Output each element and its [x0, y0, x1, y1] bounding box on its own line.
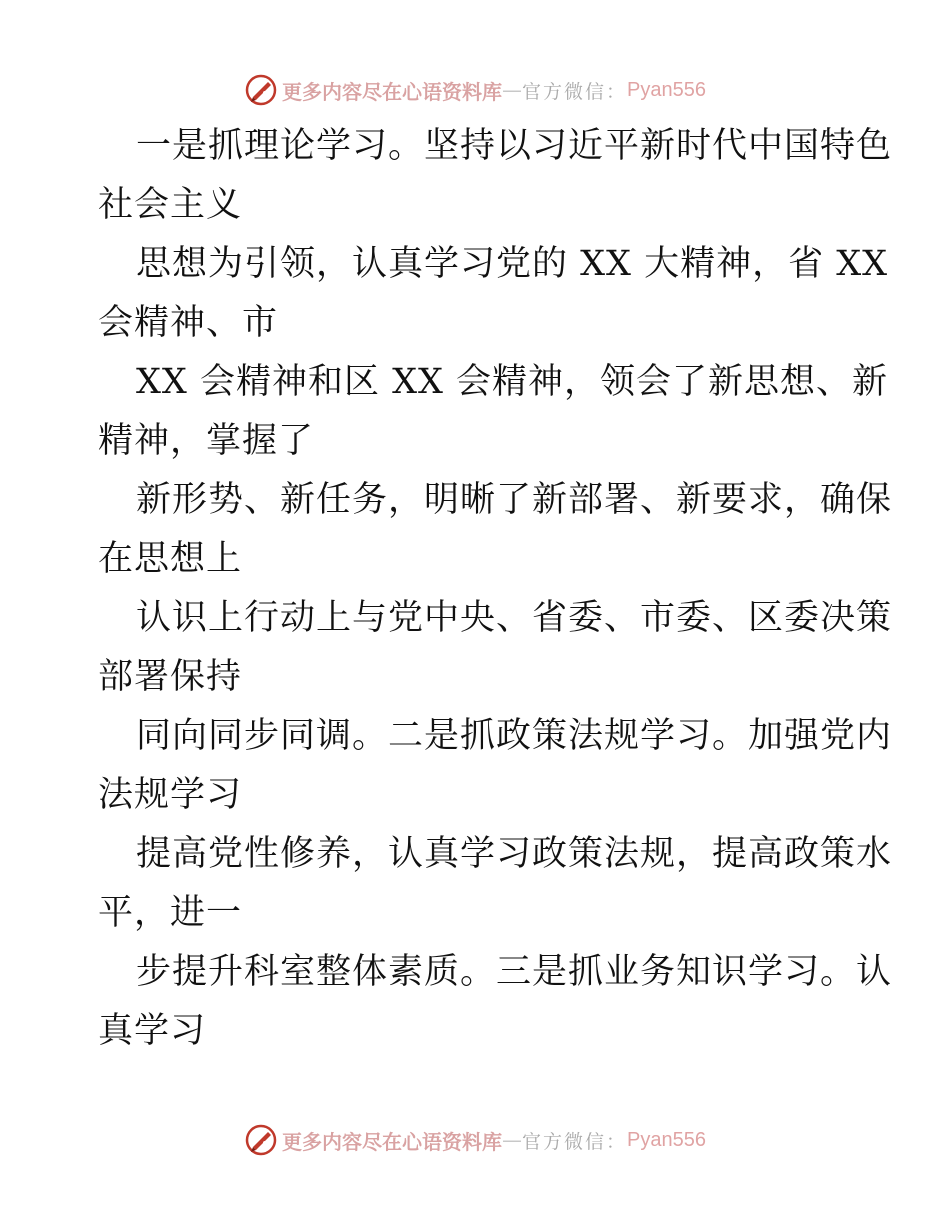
banner-main-text: 更多内容尽在心语资料库 — [282, 79, 502, 104]
text-line: 思想为引领，认真学习党的 XX 大精神，省 XX — [136, 244, 889, 284]
banner-main-text: 更多内容尽在心语资料库 — [282, 1129, 502, 1154]
text-line: 法规学习 — [98, 775, 243, 815]
text-line: 精神，掌握了 — [98, 421, 315, 461]
banner-separator: — — [502, 1128, 522, 1152]
text-line: 会精神、市 — [98, 303, 279, 343]
text-line: 新形势、新任务，明晰了新部署、新要求，确保 — [136, 480, 893, 520]
text-line: 认识上行动上与党中央、省委、市委、区委决策 — [136, 598, 893, 638]
text-line: 提高党性修养，认真学习政策法规，提高政策水 — [136, 834, 893, 874]
text-line: 同向同步同调。二是抓政策法规学习。加强党内 — [136, 716, 893, 756]
text-line: 部署保持 — [98, 657, 243, 697]
text-line: XX 会精神和区 XX 会精神，领会了新思想、新 — [136, 362, 889, 402]
text-line: 步提升科室整体素质。三是抓业务知识学习。认 — [136, 952, 893, 992]
text-line: 社会主义 — [98, 185, 243, 225]
header-banner — [0, 70, 950, 110]
footer-banner — [0, 1120, 950, 1160]
pen-logo-icon — [244, 73, 278, 107]
text-line: 平，进一 — [98, 893, 243, 933]
text-line: 在思想上 — [98, 539, 243, 579]
banner-wechat-label: 官方微信： — [522, 1130, 628, 1153]
banner-wechat-id: Pyan556 — [627, 1128, 706, 1151]
pen-logo-icon — [244, 1123, 278, 1157]
text-line: 真学习 — [98, 1011, 207, 1051]
document-body — [98, 117, 893, 1061]
text-line: 一是抓理论学习。坚持以习近平新时代中国特色 — [136, 126, 893, 166]
banner-separator: — — [502, 78, 522, 102]
banner-wechat-label: 官方微信： — [522, 80, 628, 103]
banner-wechat-id: Pyan556 — [627, 78, 706, 101]
